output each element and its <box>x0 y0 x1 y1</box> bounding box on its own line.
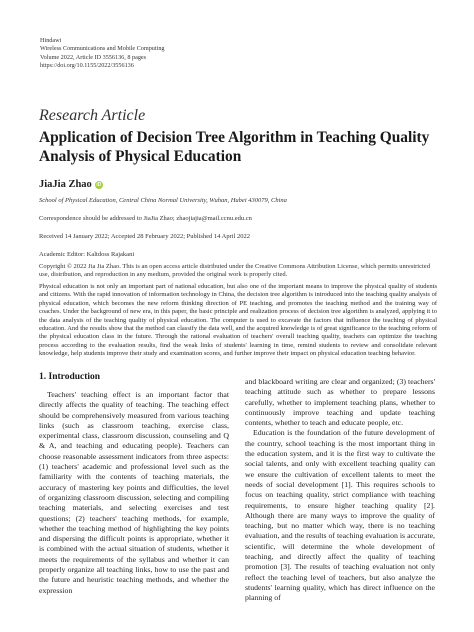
publisher-name: Hindawi <box>40 37 62 44</box>
journal-name: Wireless Communications and Mobile Computing <box>40 45 165 53</box>
section-heading-introduction: 1. Introduction <box>39 372 101 382</box>
left-column <box>39 390 229 596</box>
body-paragraph: Education is the foundation of the future development of the country, school teaching is the most important thing in the education system, and it is the first way to cultivate the social talents, and only with excellent teaching quality can we ensure the cultivation of excellent talents to meet the needs of social development [1]. This requires schools to focus on teaching quality, strict compliance with teaching requirements, to ensure higher teaching quality [2]. Although there are many ways to improve the quality of teaching, but no matter which way, there is no teaching evaluation, and the results of teaching evaluation is accurate, scientific, will determine the whole development of teaching, and directly affect the quality of teaching promotion [3]. The results of teaching evaluation not only reflect the teaching level of teachers, but also analyze the students' learning quality, which has direct influence on the planning of <box>245 428 435 603</box>
publication-dates: Received 14 January 2022; Accepted 28 February 2022; Published 14 April 2022 <box>39 233 251 240</box>
journal-volume: Volume 2022, Article ID 3556136, 8 pages <box>40 53 147 61</box>
author-affiliation: School of Physical Education, Central China Normal University, Wuhan, Hubei 430079, China <box>39 197 287 204</box>
doi-link[interactable]: https://doi.org/10.1155/2022/3556136 <box>40 61 134 69</box>
article-type: Research Article <box>39 107 146 124</box>
abstract: Physical education is not only an important part of national education, but also one of the important means to improve the physical quality of students and citizens. With the rapid innovation of information technology in China, the decision tree algorithm is introduced into the teaching quality analysis of physical education, which becomes the new reform thinking direction of PE teaching, and promotes the teaching method and the training way of coaches. Under the background of new era, in this paper, the basic principle and realization process of decision tree algorithm is analyzed, applying it to the data analysis of the teaching quality of physical education. The computer is used to excavate the factors that influence the teaching of physical education. And the results show that the method can classify the data well, and the acquired knowledge is of great significance to the teaching reform of the physical education class in the future. Through the rational evaluation of teachers' overall teaching quality, teachers can optimize the teaching process according to the evaluation results, find the weak links of students' learning in time, remind students to review and consolidate relevant knowledge, help students improve their study and examination scores, and further improve their impact on physical education teaching behavior. <box>39 283 437 358</box>
journal-header <box>40 37 165 70</box>
paper-title: Application of Decision Tree Algorithm in Teaching Quality Analysis of Physical Education <box>39 129 430 165</box>
right-column <box>245 377 435 604</box>
copyright-notice: Copyright © 2022 Jia Jia Zhao. This is an open access article distributed under the Creative Commons Attribution License, which permits unrestricted use, distribution, and reproduction in any medium, provided the original work is properly cited. <box>39 263 430 279</box>
body-paragraph-continued: and blackboard writing are clear and organized; (3) teachers' teaching attitude such as whether to prepare lessons carefully, whether to implement teaching plans, whether to continuously improve teaching and update teaching contents, whether to teach and educate people, etc. <box>245 377 435 428</box>
orcid-icon[interactable]: iD <box>96 181 102 188</box>
author-row <box>39 179 103 190</box>
correspondence: Correspondence should be addressed to JiaJia Zhao; zhaojiajia@mail.ccnu.edu.cn <box>39 215 252 222</box>
body-paragraph: Teachers' teaching effect is an important factor that directly affects the quality of teaching. The teaching effect should be comprehensively measured from various teaching links (such as classroom teaching, exercise class, experimental class, classroom discussion, counseling and Q & A, and teaching and educating people). Teachers can choose reasonable assessment indicators from three aspects: (1) teachers' academic and professional level such as the familiarity with the contents of teaching materials, the accuracy of mastering key points and difficulties, the level of organizing classroom discussion, selecting and compiling teaching materials, and selecting exercises and test questions; (2) teachers' teaching methods, for example, whether the teaching method of highlighting the key points and dispersing the difficult points is appropriate, whether it is combined with the actual situation of students, whether it meets the requirements of the syllabus and whether it can properly organize all teaching links, how to use the past and the future and heuristic teaching methods, and whether the expression <box>39 390 229 595</box>
author-name: JiaJia Zhao <box>39 179 92 190</box>
academic-editor: Academic Editor: Kaltdoss Rajakani <box>39 251 135 258</box>
